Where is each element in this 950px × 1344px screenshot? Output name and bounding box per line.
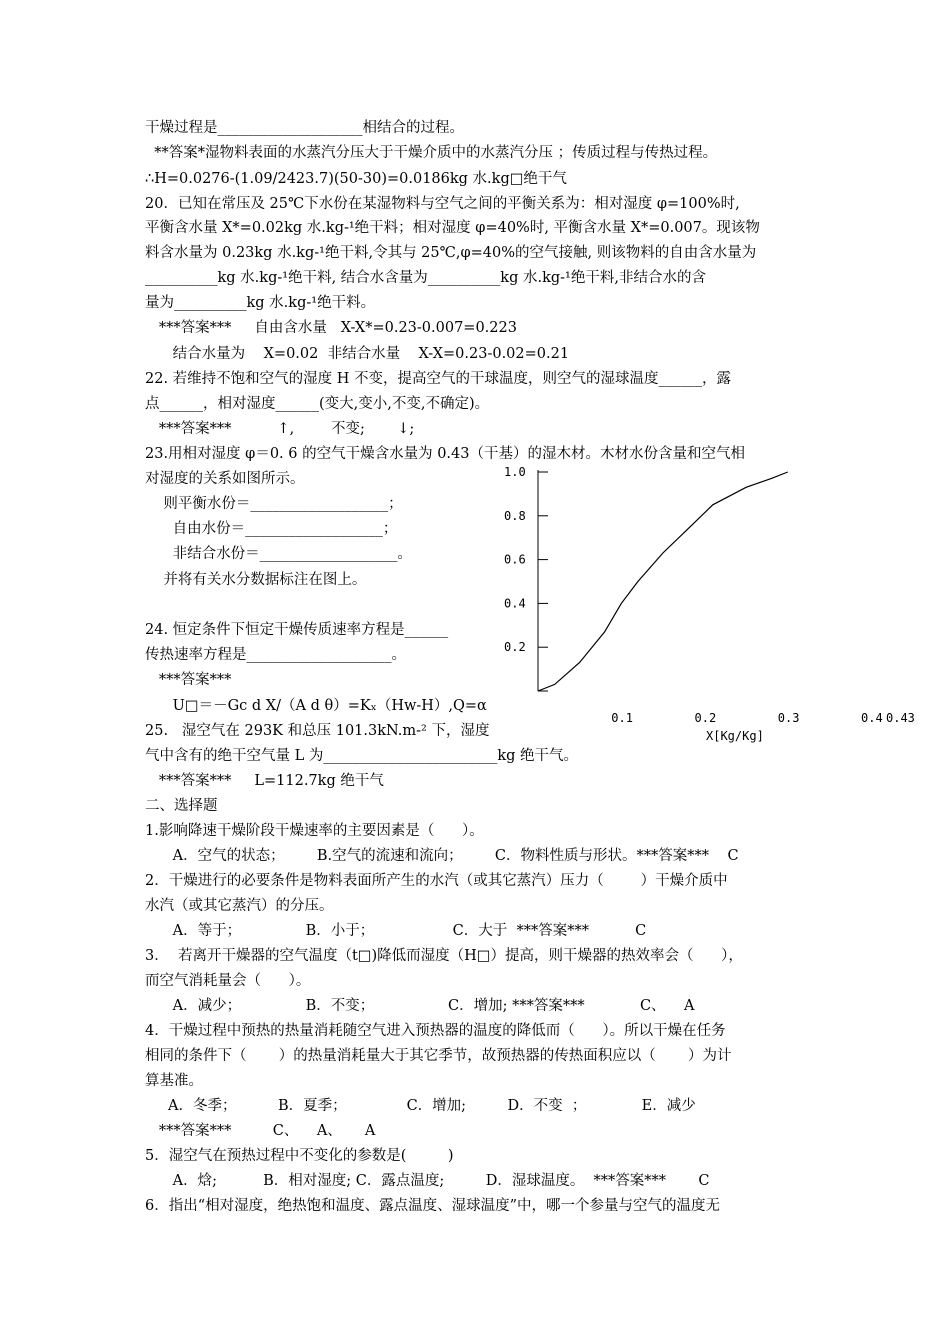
text-line: 自由水份＝___________________； xyxy=(145,521,398,537)
text-line: 水汽（或其它蒸汽）的分压。 xyxy=(145,898,334,914)
text-line: 二、选择题 xyxy=(145,798,218,814)
text-line: 24. 恒定条件下恒定干燥传质速率方程是______ xyxy=(145,622,449,638)
moisture-equilibrium-chart xyxy=(496,462,916,752)
text-line: 算基准。 xyxy=(145,1073,203,1089)
chart-x-tick-label: 0.43 xyxy=(886,711,915,725)
chart-x-tick-label: 0.1 xyxy=(611,711,633,725)
text-line: 6．指出“相对湿度，绝热饱和温度、露点温度、湿球温度”中，哪一个参量与空气的温度无 xyxy=(145,1198,721,1214)
text-line: 23.用相对湿度 φ＝0. 6 的空气干燥含水量为 0.43（干基）的湿木材。木材水份含量和空气相 xyxy=(145,446,745,462)
text-line: A．减少； B．不变； C．增加; ***答案*** C、 A xyxy=(145,998,695,1014)
chart-x-axis-label: X[Kg/Kg] xyxy=(706,729,764,743)
text-line: U□＝－Gc d X/（A d θ）=Kₓ（Hw-H）,Q=α xyxy=(145,698,487,714)
chart-x-tick-label: 0.4 xyxy=(861,711,883,725)
chart-ticks xyxy=(538,472,548,647)
text-line: 相同的条件下（ ）的热量消耗量大于其它季节，故预热器的传热面积应以（ ）为计 xyxy=(145,1048,732,1064)
chart-y-tick-label: 1.0 xyxy=(504,465,526,479)
text-line: __________kg 水.kg-¹绝干料, 结合水含量为__________kg 水.kg-¹绝干料,非结合水的含 xyxy=(145,270,706,286)
text-line: 1.影响降速干燥阶段干燥速率的主要因素是（ ）。 xyxy=(145,823,484,839)
chart-axes xyxy=(538,470,548,691)
text-line: A．焓; B．相对湿度; C．露点温度; D．湿球温度。 ***答案*** C xyxy=(145,1173,710,1189)
text-line: ***答案*** L=112.7kg 绝干气 xyxy=(145,773,384,789)
text-line: ∴H=0.0276-(1.09/2423.7)(50-30)=0.0186kg 水.kg□绝干气 xyxy=(145,171,567,187)
text-line: 量为__________kg 水.kg-¹绝干料。 xyxy=(145,295,376,311)
text-line: ***答案*** 自由含水量 X-X*=0.23-0.007=0.223 xyxy=(145,320,517,336)
text-line: 5．湿空气在预热过程中不变化的参数是( ) xyxy=(145,1148,454,1164)
text-line: 平衡含水量 X*=0.02kg 水.kg-¹绝干料；相对湿度 φ=40%时, 平衡含水量 X*=0.007。现该物 xyxy=(145,220,760,236)
text-line: 非结合水份＝___________________。 xyxy=(145,546,412,562)
chart-x-tick-label: 0.2 xyxy=(694,711,717,725)
text-line: 并将有关水分数据标注在图上。 xyxy=(145,572,367,588)
text-line: **答案*湿物料表面的水蒸汽分压大于干燥介质中的水蒸汽分压 ；传质过程与传热过程。 xyxy=(145,145,718,161)
text-line: A．等于； B．小于； C．大于 ***答案*** C xyxy=(145,923,647,939)
text-line: 而空气消耗量会（ ）。 xyxy=(145,973,311,989)
chart-x-tick-label: 0.3 xyxy=(777,711,800,725)
text-line: 对湿度的关系如图所示。 xyxy=(145,471,305,487)
text-line: 25. 湿空气在 293K 和总压 101.3kN.m-² 下，湿度 xyxy=(145,723,490,739)
text-line: A．空气的状态； B.空气的流速和流向； C．物料性质与形状。***答案*** C xyxy=(145,848,739,864)
text-line: 3． 若离开干燥器的空气温度（t□)降低而湿度（H□）提高，则干燥器的热效率会（ ）， xyxy=(145,948,743,964)
text-line: 4．干燥过程中预热的热量消耗随空气进入预热器的温度的降低而（ ）。所以干燥在任务 xyxy=(145,1023,726,1039)
text-line: 传热速率方程是____________________。 xyxy=(145,647,406,663)
chart-y-tick-label: 0.6 xyxy=(504,552,526,567)
text-line: 结合水量为 X=0.02 非结合水量 X-X=0.23-0.02=0.21 xyxy=(145,346,570,362)
chart-series-line xyxy=(538,472,788,691)
text-line: 料含水量为 0.23kg 水.kg-¹绝干料,令其与 25℃,φ=40%的空气接触, 则该物料的自由含水量为 xyxy=(145,245,757,261)
chart-tick-labels xyxy=(504,465,915,725)
text-line: 20．已知在常压及 25℃下水份在某湿物料与空气之间的平衡关系为：相对湿度 φ=100%时, xyxy=(145,196,740,212)
text-line: 点______，相对湿度______(变大,变小,不变,不确定)。 xyxy=(145,396,490,412)
text-line: 22. 若维持不饱和空气的湿度 H 不变，提高空气的干球温度，则空气的湿球温度______，露 xyxy=(145,371,732,387)
text-line: ***答案*** xyxy=(145,672,232,688)
text-line: 则平衡水份＝___________________； xyxy=(145,496,403,512)
text-line: 2．干燥进行的必要条件是物料表面所产生的水汽（或其它蒸汽）压力（ ）干燥介质中 xyxy=(145,873,728,889)
chart-y-tick-label: 0.8 xyxy=(504,508,526,523)
text-line: 气中含有的绝干空气量 L 为________________________kg 绝干气。 xyxy=(145,748,579,764)
chart-y-tick-label: 0.4 xyxy=(504,596,526,611)
text-line: ***答案*** ↑, 不变; ↓; xyxy=(145,421,415,437)
text-line: 干燥过程是____________________相结合的过程。 xyxy=(145,120,464,136)
text-line: A．冬季； B．夏季； C．增加; D．不变 ； E．减少 xyxy=(145,1098,696,1114)
text-line: ***答案*** C、 A、 A xyxy=(145,1123,376,1139)
chart-y-tick-label: 0.2 xyxy=(504,640,526,655)
